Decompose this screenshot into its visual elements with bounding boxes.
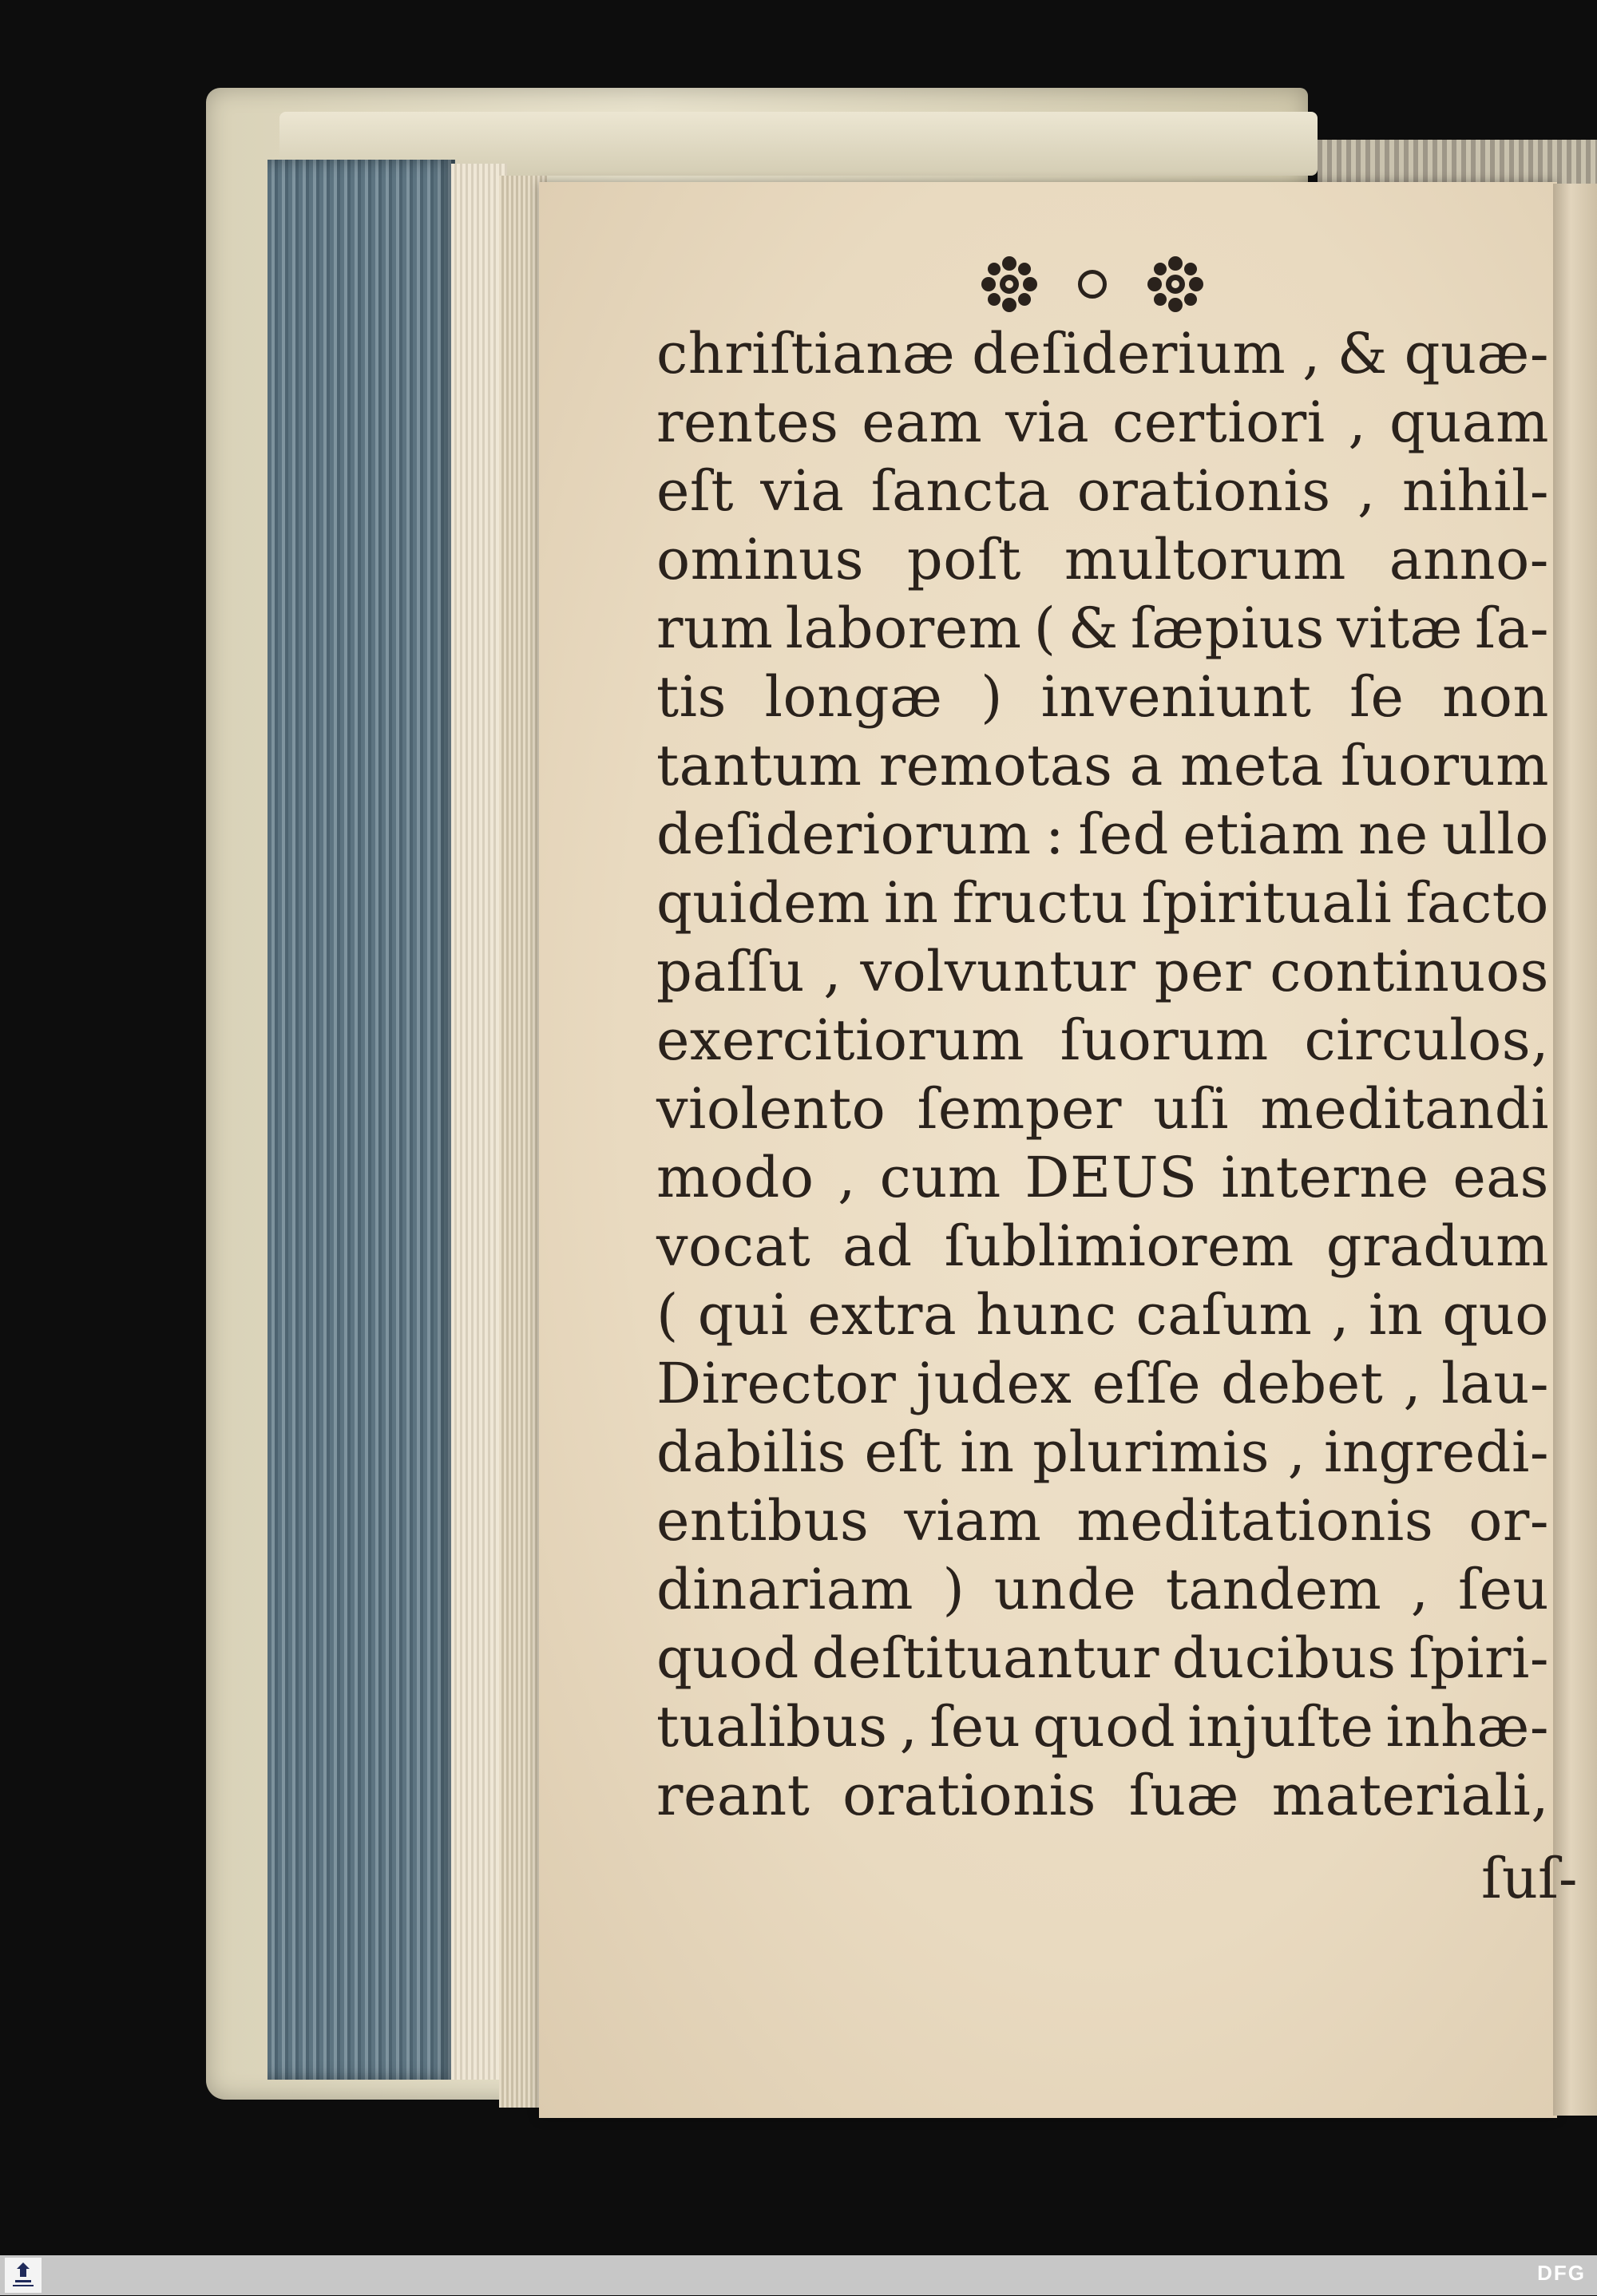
word: extra: [807, 1282, 957, 1348]
text-line: [656, 663, 1549, 731]
word: quod: [656, 1625, 799, 1691]
text-line: [656, 1555, 1549, 1624]
word: eſt: [864, 1419, 942, 1485]
word: rentes: [656, 390, 839, 455]
word: materiali,: [1271, 1763, 1549, 1828]
word: vitæ: [1337, 596, 1463, 661]
text-line: [656, 457, 1549, 525]
text-line: [656, 525, 1549, 594]
word: hunc: [976, 1282, 1117, 1348]
word: ſancta: [870, 458, 1051, 524]
flower-ornament-icon: [981, 255, 1038, 313]
word: eſſe: [1092, 1351, 1202, 1416]
word: via: [760, 458, 845, 524]
dfg-logo: DFG: [1537, 2261, 1586, 2285]
word: inhæ-: [1385, 1694, 1549, 1760]
word: in: [960, 1419, 1015, 1485]
word: tis: [656, 664, 727, 730]
text-line: [656, 1418, 1549, 1486]
word: ,: [1331, 1282, 1350, 1348]
word: ſpirituali: [1141, 870, 1393, 936]
word: caſum: [1135, 1282, 1313, 1348]
word: orationis: [1076, 458, 1331, 524]
word: (: [1033, 596, 1056, 661]
header-ornament: [981, 254, 1204, 315]
word: viam: [904, 1488, 1042, 1554]
word: DEUS: [1024, 1145, 1198, 1210]
word: interne: [1221, 1145, 1429, 1210]
word: ullo: [1441, 802, 1549, 867]
text-line: [656, 1006, 1549, 1075]
word: poſt: [906, 527, 1021, 592]
word: entibus: [656, 1488, 870, 1554]
text-line: [656, 800, 1549, 869]
page-edges-left: [267, 160, 455, 2080]
word: ,: [899, 1694, 918, 1760]
word: meditandi: [1260, 1076, 1549, 1142]
word: violento: [656, 1076, 886, 1142]
word: quam: [1389, 390, 1549, 455]
text-line: [656, 937, 1549, 1006]
word: uſi: [1153, 1076, 1230, 1142]
word: facto: [1405, 870, 1549, 936]
word: etiam: [1183, 802, 1345, 867]
word: gradum: [1326, 1213, 1549, 1279]
page-gutter-right: [1553, 184, 1597, 2116]
word: a: [1129, 733, 1163, 798]
word: ſublimiorem: [944, 1213, 1294, 1279]
word: ſuorum: [1060, 1007, 1269, 1073]
word: ſuorum: [1340, 733, 1549, 798]
word: Director: [656, 1351, 897, 1416]
word: :: [1044, 802, 1065, 867]
body-text: [656, 319, 1549, 1830]
word: in: [1368, 1282, 1424, 1348]
word: eam: [862, 390, 983, 455]
word: quæ-: [1404, 321, 1549, 386]
word: ſpiri-: [1409, 1625, 1549, 1691]
word: &: [1068, 596, 1119, 661]
word: orationis: [842, 1763, 1096, 1828]
word: ,: [838, 1145, 856, 1210]
text-line: [656, 869, 1549, 937]
word: circulos,: [1304, 1007, 1549, 1073]
word: eas: [1452, 1145, 1549, 1210]
word: ſe: [1349, 664, 1405, 730]
word: unde: [993, 1557, 1137, 1622]
text-line: [656, 1075, 1549, 1143]
text-line: [656, 1212, 1549, 1281]
facing-page-edge: [1318, 140, 1597, 184]
word: ,: [1357, 458, 1376, 524]
viewer-footer-bar: [0, 2255, 1597, 2295]
word: longæ: [764, 664, 943, 730]
text-line: [656, 1486, 1549, 1555]
word: vocat: [656, 1213, 811, 1279]
word: quod: [1032, 1694, 1176, 1760]
word: ſeu: [929, 1694, 1021, 1760]
word: plurimis: [1032, 1419, 1270, 1485]
word: ,: [1410, 1557, 1429, 1622]
word: ,: [1348, 390, 1367, 455]
word: dinariam: [656, 1557, 913, 1622]
word: tandem: [1165, 1557, 1382, 1622]
word: ſuæ: [1128, 1763, 1239, 1828]
word: cum: [879, 1145, 1001, 1210]
word: ,: [1302, 321, 1321, 386]
word: ſeu: [1458, 1557, 1549, 1622]
word: qui: [697, 1282, 789, 1348]
word: or-: [1468, 1488, 1549, 1554]
word: ducibus: [1171, 1625, 1397, 1691]
word: chriſtianæ: [656, 321, 956, 386]
word: reant: [656, 1763, 810, 1828]
text-line: [656, 319, 1549, 388]
word: fructu: [952, 870, 1128, 936]
word: per: [1154, 939, 1251, 1004]
text-line: [656, 731, 1549, 800]
word: paſſu: [656, 939, 805, 1004]
text-line: [656, 1281, 1549, 1349]
word: deſiderium: [972, 321, 1286, 386]
word: quidem: [656, 870, 870, 936]
word: ): [942, 1557, 965, 1622]
word: via: [1005, 390, 1090, 455]
flower-ornament-icon: [1147, 255, 1204, 313]
text-line: [656, 1761, 1549, 1830]
word: ne: [1358, 802, 1429, 867]
text-line: [656, 388, 1549, 457]
word: ingredi-: [1323, 1419, 1549, 1485]
word: (: [656, 1282, 679, 1348]
word: ſa-: [1475, 596, 1549, 661]
word: debet: [1221, 1351, 1384, 1416]
library-logo-icon[interactable]: [5, 2258, 42, 2293]
text-line: [656, 594, 1549, 663]
word: remotas: [878, 733, 1113, 798]
word: certiori: [1112, 390, 1326, 455]
word: nihil-: [1402, 458, 1549, 524]
word: ,: [1403, 1351, 1422, 1416]
word: anno-: [1389, 527, 1549, 592]
word: volvuntur: [860, 939, 1136, 1004]
word: inveniunt: [1040, 664, 1312, 730]
word: judex: [916, 1351, 1072, 1416]
word: meditationis: [1076, 1488, 1434, 1554]
word: lau-: [1441, 1351, 1549, 1416]
word: tualibus: [656, 1694, 888, 1760]
word: eſt: [656, 458, 734, 524]
word: deſideriorum: [656, 802, 1032, 867]
word: ominus: [656, 527, 864, 592]
word: ſemper: [917, 1076, 1122, 1142]
text-line: [656, 1692, 1549, 1761]
word: ): [981, 664, 1003, 730]
word: ,: [823, 939, 842, 1004]
word: dabilis: [656, 1419, 846, 1485]
word: quo: [1442, 1282, 1549, 1348]
text-line: [656, 1143, 1549, 1212]
word: ,: [1287, 1419, 1306, 1485]
word: &: [1337, 321, 1388, 386]
text-line: [656, 1349, 1549, 1418]
word: non: [1442, 664, 1549, 730]
word: laborem: [785, 596, 1022, 661]
word: multorum: [1064, 527, 1346, 592]
text-line: [656, 1624, 1549, 1692]
word: exercitiorum: [656, 1007, 1024, 1073]
word: ad: [842, 1213, 913, 1279]
word: injuſte: [1187, 1694, 1374, 1760]
word: modo: [656, 1145, 814, 1210]
word: ſæpius: [1130, 596, 1325, 661]
word: in: [884, 870, 939, 936]
word: deſtituantur: [811, 1625, 1160, 1691]
word: rum: [656, 596, 774, 661]
word: continuos: [1270, 939, 1549, 1004]
ring-ornament-icon: [1078, 270, 1107, 299]
word: tantum: [656, 733, 862, 798]
catchword: ſuſ-: [1481, 1846, 1578, 1911]
word: ſed: [1078, 802, 1169, 867]
word: meta: [1180, 733, 1324, 798]
